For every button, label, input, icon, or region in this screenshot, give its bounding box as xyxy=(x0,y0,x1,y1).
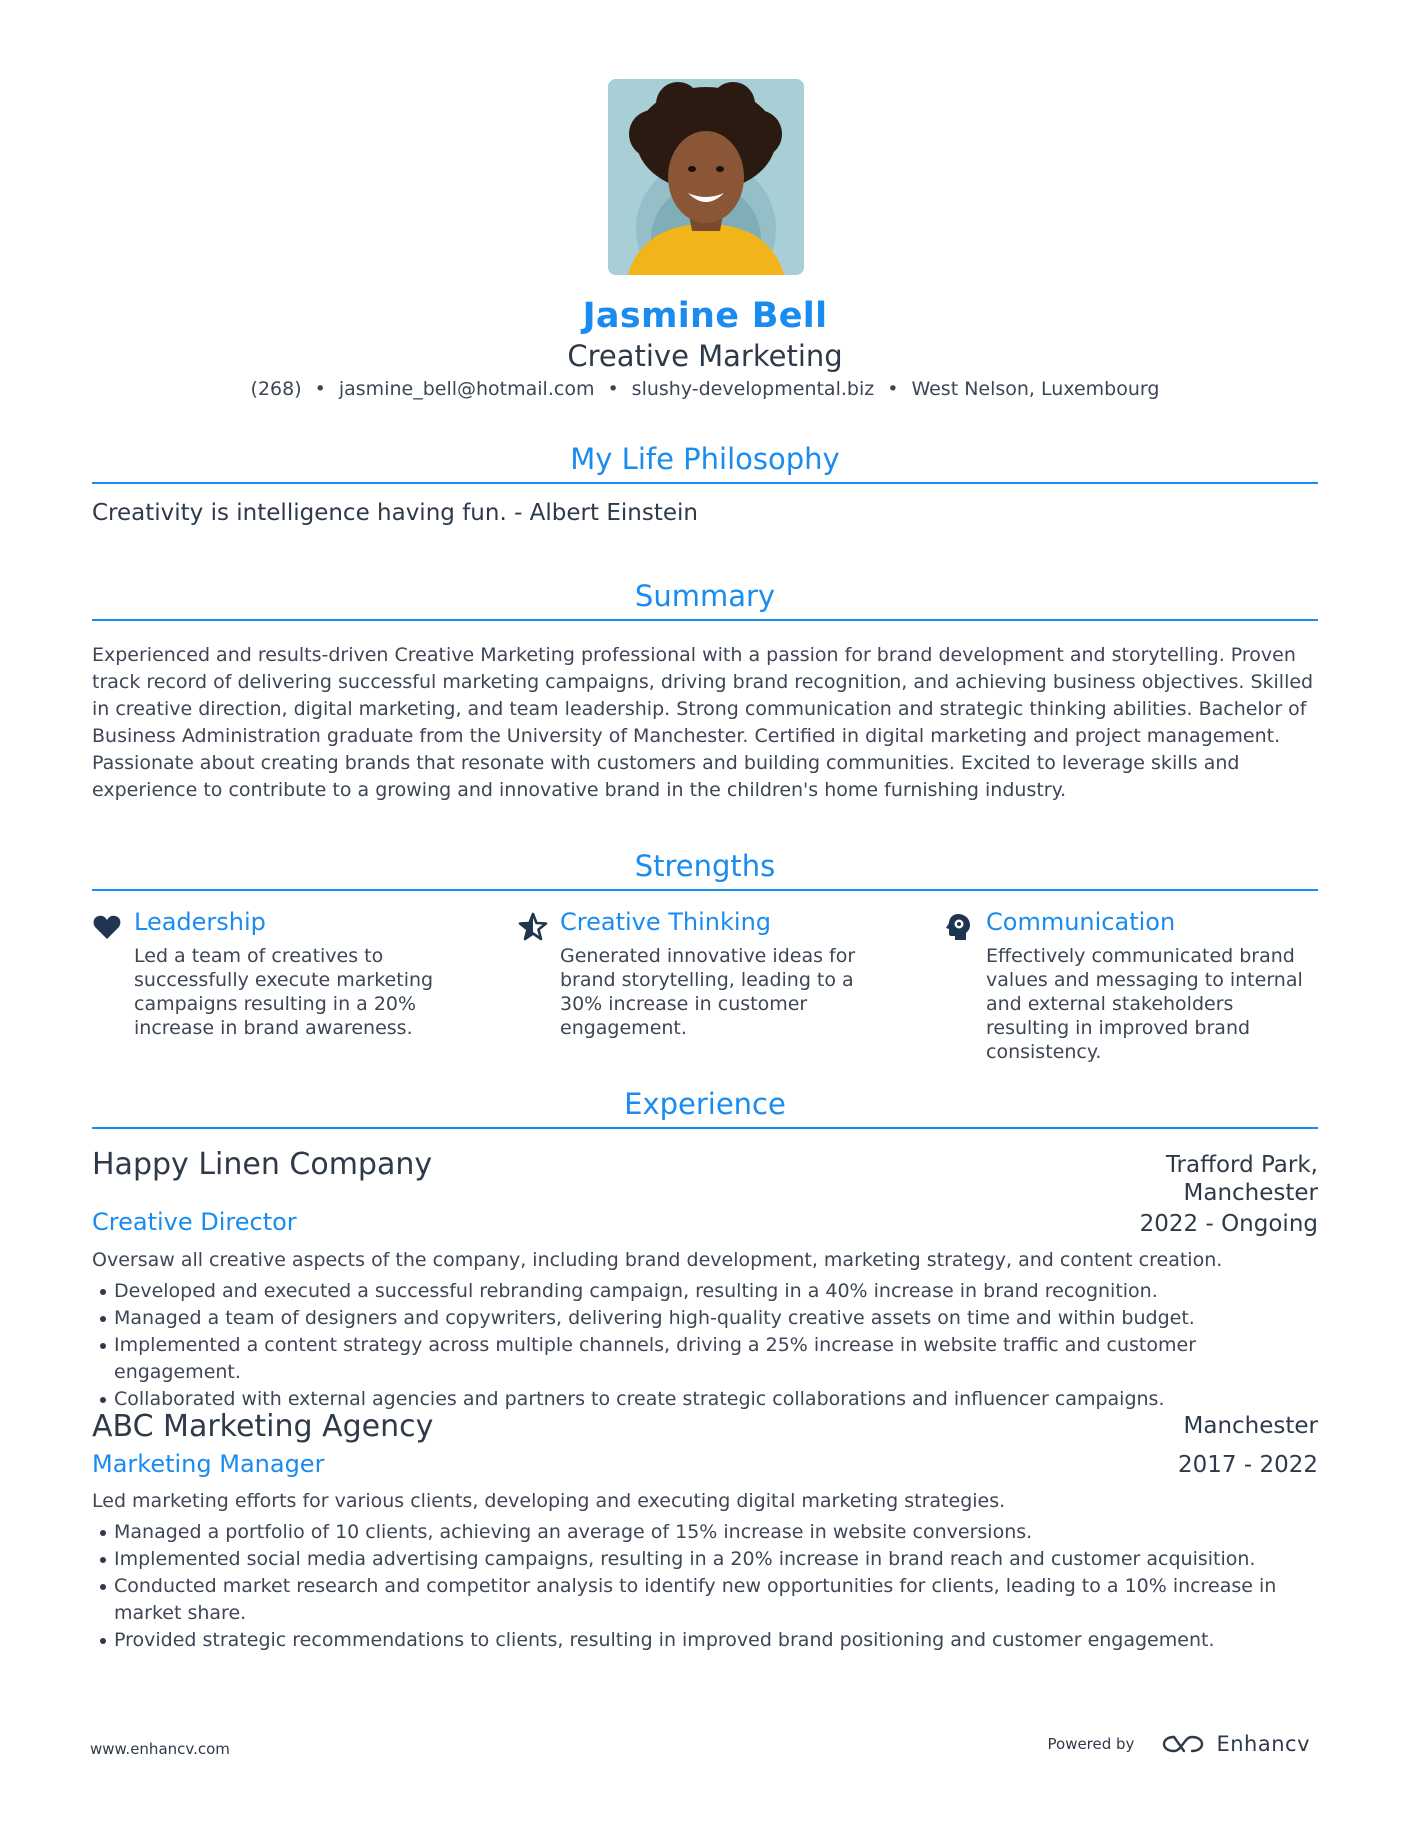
section-heading-strengths: Strengths xyxy=(92,849,1318,891)
contact-website[interactable]: slushy-developmental.biz xyxy=(631,378,875,400)
job-position: Marketing Manager xyxy=(92,1450,325,1478)
portrait-illustration xyxy=(608,79,804,275)
job-location-line2: Manchester xyxy=(1183,1180,1318,1206)
job-position: Creative Director xyxy=(92,1208,297,1236)
brand-name: Enhancv xyxy=(1216,1732,1310,1756)
heart-icon xyxy=(92,912,122,942)
head-icon xyxy=(944,912,974,942)
contact-info xyxy=(0,378,1410,400)
list-item: Conducted market research and competitor analysis to identify new opportunities for clients, leading to a 10% increase in market share. xyxy=(92,1573,1322,1627)
job-location-line1: Trafford Park, xyxy=(1165,1152,1318,1178)
contact-email[interactable]: jasmine_bell@hotmail.com xyxy=(338,378,595,400)
philosophy-quote: Creativity is intelligence having fun. - Albert Einstein xyxy=(92,500,698,526)
job-company: ABC Marketing Agency xyxy=(92,1409,434,1444)
separator-dot: • xyxy=(314,378,326,400)
section-heading-experience: Experience xyxy=(92,1087,1318,1129)
section-heading-summary: Summary xyxy=(92,579,1318,621)
job-dates: 2022 - Ongoing xyxy=(1139,1211,1318,1237)
list-item: Managed a team of designers and copywriters, delivering high-quality creative assets on time and within budget. xyxy=(92,1305,1322,1332)
strength-title: Creative Thinking xyxy=(560,908,772,936)
candidate-title: Creative Marketing xyxy=(567,339,843,373)
job-company: Happy Linen Company xyxy=(92,1147,433,1182)
contact-location: West Nelson, Luxembourg xyxy=(911,378,1160,400)
list-item: Implemented social media advertising campaigns, resulting in a 20% increase in brand reach and customer acquisition. xyxy=(92,1546,1322,1573)
list-item: Collaborated with external agencies and partners to create strategic collaborations and influencer campaigns. xyxy=(92,1386,1322,1413)
job-bullet-list xyxy=(92,1278,1322,1413)
contact-phone: (268) xyxy=(250,378,302,400)
candidate-name: Jasmine Bell xyxy=(582,296,828,336)
strength-title: Communication xyxy=(986,908,1176,936)
profile-photo xyxy=(608,79,804,275)
strength-description: Effectively communicated brand values and messaging to internal and external stakeholders resulting in improved brand consistency. xyxy=(986,945,1303,1063)
list-item: Managed a portfolio of 10 clients, achieving an average of 15% increase in website conversions. xyxy=(92,1519,1322,1546)
separator-dot: • xyxy=(887,378,899,400)
list-item: Provided strategic recommendations to clients, resulting in improved brand positioning and customer engagement. xyxy=(92,1627,1322,1654)
section-heading-philosophy: My Life Philosophy xyxy=(92,442,1318,484)
job-bullet-list xyxy=(92,1519,1322,1654)
list-item: Implemented a content strategy across multiple channels, driving a 25% increase in website traffic and customer engagement. xyxy=(92,1332,1322,1386)
job-dates: 2017 - 2022 xyxy=(1178,1452,1318,1478)
footer-website[interactable]: www.enhancv.com xyxy=(90,1740,230,1758)
job-description: Oversaw all creative aspects of the company, including brand development, marketing strategy, and content creation. xyxy=(92,1249,1223,1271)
separator-dot: • xyxy=(607,378,619,400)
star-icon xyxy=(518,912,548,942)
strength-description: Led a team of creatives to successfully execute marketing campaigns resulting in a 20% increase in brand awareness. xyxy=(134,945,434,1039)
enhancv-logo-icon xyxy=(1160,1732,1206,1756)
footer-branding xyxy=(1048,1732,1311,1756)
job-location xyxy=(1166,1151,1318,1207)
strength-title: Leadership xyxy=(134,908,266,936)
powered-by-label: Powered by xyxy=(1047,1735,1135,1753)
job-location: Manchester xyxy=(1183,1413,1318,1439)
list-item: Developed and executed a successful rebranding campaign, resulting in a 40% increase in brand recognition. xyxy=(92,1278,1322,1305)
job-description: Led marketing efforts for various clients, developing and executing digital marketing strategies. xyxy=(92,1490,1006,1512)
strength-description: Generated innovative ideas for brand storytelling, leading to a 30% increase in customer engagement. xyxy=(560,945,856,1039)
summary-text: Experienced and results-driven Creative Marketing professional with a passion for brand development and storytelling. Proven track record of delivering successful marketing campaigns, driving brand recognition, and achieving business objectives. Skilled in creative direction, digital marketing, and team leadership. Strong communication and strategic thinking abilities. Bachelor of Business Administration graduate from the University of Manchester. Certified in digital marketing and project management. Passionate about creating brands that resonate with customers and building communities. Excited to leverage skills and experience to contribute to a growing and innovative brand in the children's home furnishing industry. xyxy=(92,644,1314,801)
